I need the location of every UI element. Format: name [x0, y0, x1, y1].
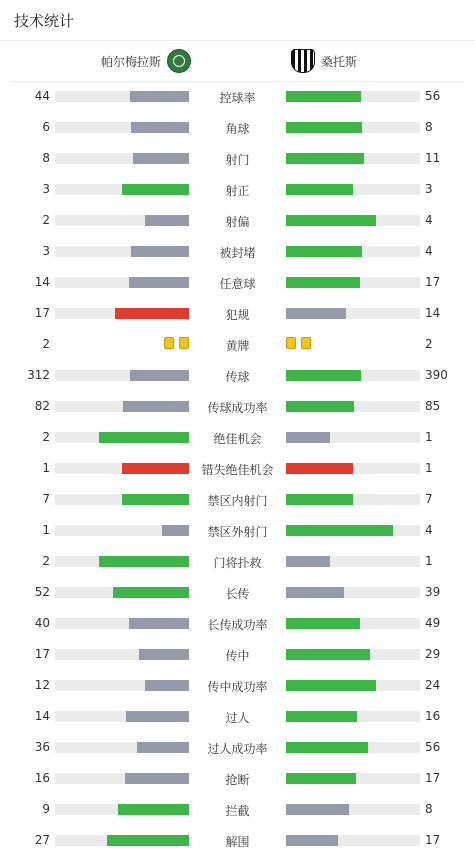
away-stat-bar	[286, 773, 420, 784]
away-stat-value: 4	[425, 213, 433, 227]
away-stat-bar	[286, 91, 420, 102]
away-stat-bar	[286, 153, 420, 164]
home-stat-bar	[55, 773, 189, 784]
home-stat-bar	[55, 153, 189, 164]
stat-label: 传中	[225, 649, 250, 663]
home-stat-bar-fill	[131, 122, 189, 133]
away-stat-bar	[286, 525, 420, 536]
stat-label: 射正	[225, 184, 250, 198]
stat-row	[0, 639, 475, 670]
stat-row	[0, 794, 475, 825]
stat-label: 传球	[225, 370, 250, 384]
away-stat-value: 11	[425, 151, 441, 165]
home-stat-value: 14	[34, 275, 50, 289]
stat-row	[0, 143, 475, 174]
home-stat-value: 16	[34, 771, 50, 785]
away-stat-bar-fill	[286, 556, 330, 567]
home-stat-bar	[55, 742, 189, 753]
home-stat-bar	[55, 246, 189, 257]
stat-label: 控球率	[219, 91, 256, 105]
away-stat-bar	[286, 711, 420, 722]
away-stat-bar	[286, 680, 420, 691]
stat-row	[0, 577, 475, 608]
stat-row	[0, 546, 475, 577]
stat-label: 解围	[225, 835, 250, 849]
stat-row	[0, 360, 475, 391]
home-stat-bar-fill	[99, 556, 189, 567]
away-stat-value: 1	[425, 554, 433, 568]
away-stat-bar	[286, 432, 420, 443]
away-stat-bar	[286, 835, 420, 846]
away-stat-bar-fill	[286, 649, 370, 660]
home-stat-bar	[55, 556, 189, 567]
away-stat-bar	[286, 122, 420, 133]
yellow-card-icon	[286, 337, 296, 349]
away-stat-bar-fill	[286, 370, 361, 381]
stat-label: 传中成功率	[207, 680, 268, 694]
away-stat-bar-fill	[286, 153, 364, 164]
away-stat-bar-fill	[286, 277, 360, 288]
stat-row	[0, 484, 475, 515]
away-stat-bar-fill	[286, 122, 362, 133]
stat-label: 黄牌	[225, 339, 250, 353]
stat-label: 拦截	[225, 804, 250, 818]
stat-label: 错失绝佳机会	[201, 463, 274, 477]
away-stat-bar	[286, 308, 420, 319]
stat-row	[0, 825, 475, 856]
away-stat-bar	[286, 215, 420, 226]
away-stat-bar	[286, 494, 420, 505]
away-stat-value: 8	[425, 802, 433, 816]
home-stat-value: 17	[34, 306, 50, 320]
stat-row	[0, 298, 475, 329]
home-stat-bar	[55, 91, 189, 102]
home-stat-bar-fill	[139, 649, 189, 660]
away-stat-bar	[286, 587, 420, 598]
stat-row	[0, 236, 475, 267]
stat-label: 射门	[225, 153, 250, 167]
stat-label: 射偏	[225, 215, 250, 229]
away-stat-bar	[286, 649, 420, 660]
away-stat-value: 4	[425, 244, 433, 258]
home-stat-bar	[55, 401, 189, 412]
away-stat-bar	[286, 184, 420, 195]
away-stat-bar-fill	[286, 680, 376, 691]
stat-row	[0, 670, 475, 701]
home-stat-bar-fill	[126, 711, 189, 722]
home-stat-bar-fill	[131, 246, 189, 257]
away-stat-value: 17	[425, 275, 441, 289]
away-stat-value: 8	[425, 120, 433, 134]
home-stat-bar	[55, 370, 189, 381]
home-stat-value: 3	[42, 182, 50, 196]
home-stat-value: 27	[34, 833, 50, 847]
home-stat-bar	[55, 804, 189, 815]
away-stat-bar	[286, 246, 420, 257]
home-yellow-cards	[164, 337, 189, 350]
home-stat-bar-fill	[125, 773, 189, 784]
away-stat-value: 56	[425, 740, 441, 754]
away-stat-bar-fill	[286, 494, 353, 505]
home-stat-bar-fill	[122, 463, 189, 474]
home-stat-bar-fill	[118, 804, 189, 815]
stat-label: 犯规	[225, 308, 250, 322]
away-stat-value: 39	[425, 585, 441, 599]
away-stat-bar-fill	[286, 401, 354, 412]
away-stat-bar-fill	[286, 618, 360, 629]
away-stat-bar-fill	[286, 184, 353, 195]
stat-row	[0, 608, 475, 639]
away-stat-value: 14	[425, 306, 441, 320]
home-stat-bar-fill	[129, 618, 189, 629]
stat-row	[0, 205, 475, 236]
stat-label: 角球	[225, 122, 250, 136]
home-stat-bar	[55, 463, 189, 474]
home-stat-bar-fill	[115, 308, 189, 319]
home-stat-bar	[55, 525, 189, 536]
home-stat-bar	[55, 432, 189, 443]
home-stat-value: 2	[42, 213, 50, 227]
home-stat-bar	[55, 215, 189, 226]
santos-logo-icon	[291, 49, 315, 73]
away-stat-bar	[286, 804, 420, 815]
home-stat-value: 14	[34, 709, 50, 723]
home-stat-bar-fill	[145, 680, 189, 691]
home-stat-bar	[55, 308, 189, 319]
stat-label: 长传	[225, 587, 250, 601]
away-stat-value: 29	[425, 647, 441, 661]
away-stat-value: 85	[425, 399, 441, 413]
away-stat-value: 3	[425, 182, 433, 196]
stat-label: 任意球	[219, 277, 256, 291]
home-stat-bar	[55, 277, 189, 288]
away-stat-bar-fill	[286, 804, 349, 815]
away-stat-bar	[286, 742, 420, 753]
home-stat-bar-fill	[137, 742, 189, 753]
away-stat-value: 4	[425, 523, 433, 537]
stat-label: 门将扑救	[213, 556, 262, 570]
stat-row	[0, 763, 475, 794]
away-stat-bar-fill	[286, 742, 368, 753]
home-stat-value: 1	[42, 461, 50, 475]
away-stat-value: 17	[425, 833, 441, 847]
home-stat-bar-fill	[107, 835, 189, 846]
away-stat-value: 2	[425, 337, 433, 351]
away-team[interactable]	[291, 41, 357, 81]
yellow-card-icon	[179, 337, 189, 349]
home-stat-value: 44	[34, 89, 50, 103]
away-stat-value: 7	[425, 492, 433, 506]
away-stat-value: 1	[425, 430, 433, 444]
stat-label: 抢断	[225, 773, 250, 787]
away-stat-bar-fill	[286, 711, 357, 722]
team-header-row	[10, 41, 465, 82]
home-stat-value: 17	[34, 647, 50, 661]
home-stat-bar-fill	[145, 215, 189, 226]
stats-header	[0, 0, 475, 41]
stat-label: 过人	[225, 711, 250, 725]
stat-row	[0, 81, 475, 112]
home-stat-bar-fill	[129, 277, 189, 288]
away-yellow-cards	[286, 337, 311, 350]
home-stat-bar-fill	[122, 494, 189, 505]
away-stat-bar	[286, 277, 420, 288]
stat-row	[0, 732, 475, 763]
stat-row	[0, 453, 475, 484]
home-team-name: 帕尔梅拉斯	[101, 54, 162, 69]
away-stat-bar	[286, 401, 420, 412]
home-stat-bar	[55, 122, 189, 133]
home-stat-bar	[55, 680, 189, 691]
away-stat-bar	[286, 556, 420, 567]
stat-row	[0, 422, 475, 453]
home-stat-bar-fill	[123, 401, 189, 412]
stat-label: 绝佳机会	[213, 432, 262, 446]
home-stat-bar-fill	[130, 91, 189, 102]
away-stat-value: 24	[425, 678, 441, 692]
away-stat-value: 17	[425, 771, 441, 785]
away-stat-value: 16	[425, 709, 441, 723]
stat-label: 长传成功率	[207, 618, 268, 632]
home-stat-bar-fill	[113, 587, 189, 598]
stat-row	[0, 267, 475, 298]
away-stat-value: 56	[425, 89, 441, 103]
home-stat-value: 7	[42, 492, 50, 506]
away-stat-bar-fill	[286, 215, 376, 226]
home-stat-value: 40	[34, 616, 50, 630]
away-stat-bar-fill	[286, 432, 330, 443]
home-stat-bar-fill	[122, 184, 189, 195]
away-stat-value: 390	[425, 368, 448, 382]
home-stat-value: 3	[42, 244, 50, 258]
home-stat-bar-fill	[99, 432, 189, 443]
stat-row	[0, 174, 475, 205]
away-stat-bar-fill	[286, 835, 338, 846]
home-stat-value: 6	[42, 120, 50, 134]
stat-label: 过人成功率	[207, 742, 268, 756]
home-stat-value: 9	[42, 802, 50, 816]
home-stat-value: 82	[34, 399, 50, 413]
home-stat-value: 12	[34, 678, 50, 692]
stat-label: 被封堵	[219, 246, 256, 260]
home-stat-value: 8	[42, 151, 50, 165]
away-stat-bar	[286, 370, 420, 381]
home-stat-value: 2	[42, 554, 50, 568]
home-stat-bar	[55, 494, 189, 505]
home-stat-bar-fill	[130, 370, 189, 381]
away-stat-bar	[286, 618, 420, 629]
home-stat-value: 52	[34, 585, 50, 599]
home-stat-value: 2	[42, 337, 50, 351]
home-stat-bar	[55, 184, 189, 195]
home-stat-value: 36	[34, 740, 50, 754]
yellow-card-icon	[164, 337, 174, 349]
stat-row	[0, 515, 475, 546]
away-stat-value: 49	[425, 616, 441, 630]
home-stat-bar	[55, 711, 189, 722]
stat-label: 禁区内射门	[207, 494, 268, 508]
stat-label: 禁区外射门	[207, 525, 268, 539]
home-stat-bar	[55, 835, 189, 846]
away-stat-bar-fill	[286, 587, 344, 598]
stat-row	[0, 391, 475, 422]
home-stat-bar	[55, 587, 189, 598]
away-stat-bar-fill	[286, 246, 362, 257]
stat-row	[0, 701, 475, 732]
home-stat-bar	[55, 618, 189, 629]
away-team-name: 桑托斯	[321, 54, 358, 69]
stat-label: 传球成功率	[207, 401, 268, 415]
yellow-card-icon	[301, 337, 311, 349]
away-stat-bar-fill	[286, 525, 393, 536]
home-stat-bar-fill	[133, 153, 189, 164]
home-stat-value: 2	[42, 430, 50, 444]
away-stat-bar-fill	[286, 773, 356, 784]
home-stat-value: 1	[42, 523, 50, 537]
page-title: 技术统计	[14, 12, 75, 30]
away-stat-bar-fill	[286, 308, 346, 319]
home-stat-bar	[55, 649, 189, 660]
palmeiras-logo-icon	[167, 49, 191, 73]
away-stat-bar-fill	[286, 91, 361, 102]
stat-row	[0, 112, 475, 143]
stat-row	[0, 329, 475, 360]
home-stat-value: 312	[27, 368, 50, 382]
away-stat-bar	[286, 463, 420, 474]
away-stat-value: 1	[425, 461, 433, 475]
home-team[interactable]	[101, 41, 191, 81]
home-stat-bar-fill	[162, 525, 189, 536]
away-stat-bar-fill	[286, 463, 353, 474]
